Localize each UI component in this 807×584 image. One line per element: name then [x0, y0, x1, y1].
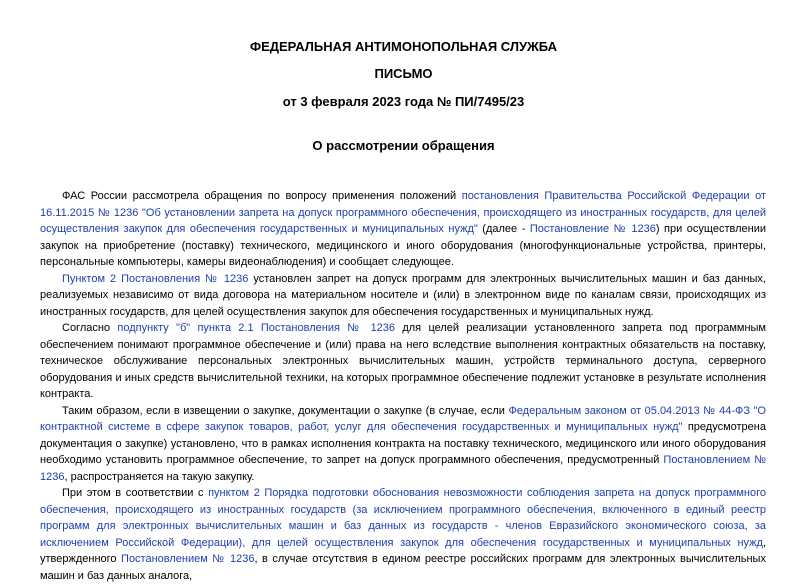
paragraph-text: предусмотрена документация о закупке) установлено, что в рамках исполнения контракта на поставку технического, медицинского или иного оборудования необходимо установить программное обеспечение, то запрет на допуск программного обеспечения, предусмотренный: [40, 421, 766, 466]
paragraph-2: [40, 271, 766, 321]
link-resolution-1236-short[interactable]: Постановление № 1236: [529, 223, 656, 235]
link-resolution-1236-approval[interactable]: Постановлением № 1236: [121, 553, 255, 565]
document-subject: О рассмотрении обращения: [312, 138, 495, 153]
date-and-number: от 3 февраля 2023 года № ПИ/7495/23: [282, 94, 525, 109]
paragraph-3: [40, 320, 766, 403]
paragraph-1: [40, 188, 766, 271]
paragraph-text: ) при осуществлении закупок на приобретение (поставку) технического, медицинского и иного оборудования (многофункциональные устройства, принтеры, персональные компьютеры, камеры видеонаблюдения) и сообщает следующее.: [40, 223, 766, 268]
paragraph-text: При этом в соответствии с: [62, 487, 209, 499]
paragraph-text: Таким образом, если в извещении о закупке, документации о закупке (в случае, если: [62, 404, 509, 417]
agency-title: ФЕДЕРАЛЬНАЯ АНТИМОНОПОЛЬНАЯ СЛУЖБА: [249, 39, 558, 54]
paragraph-text: , в случае отсутствия в едином реестре российских программ для электронных вычислительных машин и баз данных аналога,: [40, 553, 766, 582]
link-federal-law-44fz[interactable]: Федеральным законом от 05.04.2013 № 44-ФЗ "О контрактной системе в сфере закупок товаров, работ, услуг для обеспечения государственных и муниципальных нужд": [40, 404, 766, 433]
document-body: [40, 188, 766, 584]
paragraph-4: [40, 403, 766, 486]
link-resolution-1236[interactable]: постановления Правительства Российской Федерации от 16.11.2015 № 1236 "Об установлении запрета на допуск программного обеспечения, происходящего из иностранных государств, для целей осуществления закупок для обеспечения государственных и муниципальных нужд": [40, 190, 766, 235]
link-resolution-1236-ref[interactable]: Постановлением № 1236: [40, 454, 766, 483]
paragraph-text: установлен запрет на допуск программ для электронных вычислительных машин и баз данных, реализуемых независимо от вида договора на материальном носителе и (или) в электронном виде по каналам связи, происходящих из иностранных государств, для целей осуществления закупок для обеспечения государственных и муниципальных нужд.: [40, 272, 766, 318]
paragraph-text: , утвержденного: [40, 536, 766, 565]
paragraph-text: ФАС России рассмотрела обращения по вопросу применения положений: [62, 190, 462, 202]
link-subitem-b-item-2-1[interactable]: подпункту "б" пункта 2.1 Постановления № 1236: [117, 322, 396, 334]
paragraph-text: (далее -: [477, 223, 530, 235]
paragraph-text: , распространяется на такую закупку.: [64, 470, 255, 483]
paragraph-text: Согласно: [62, 322, 118, 334]
link-item-2-procedure[interactable]: пунктом 2 Порядка подготовки обоснования невозможности соблюдения запрета на допуск программного обеспечения, происходящего из иностранных государств (за исключением программного обеспечения, включенного в единый реестр программ для электронных вычислительных машин и баз данных из государств - членов Евразийского экономического союза, за исключением Российской Федерации), для целей осуществления закупок для обеспечения государственных и муниципальных нужд: [40, 487, 766, 549]
paragraph-5: [40, 485, 766, 584]
document-type: ПИСЬМО: [374, 66, 433, 81]
link-item-2-resolution[interactable]: Пунктом 2 Постановления № 1236: [62, 272, 249, 285]
paragraph-text: для целей реализации установленного запрета под программным обеспечением понимают программное обеспечение и (или) права на него вследствие выполнения контрактных обязательств на поставку, техническое обслуживание персональных электронных вычислительных машин, устройств терминального доступа, серверного оборудования и иных средств вычислительной техники, на которых программное обеспечение подлежит установке в результате исполнения контракта.: [40, 322, 766, 400]
